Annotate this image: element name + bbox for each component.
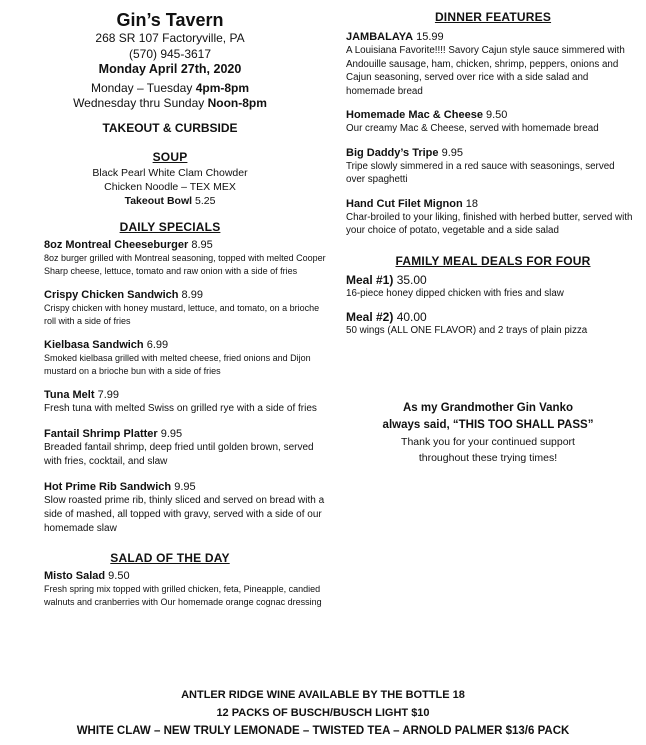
menu-item-description: Fresh tuna with melted Swiss on grilled rye with a side of fries xyxy=(44,403,317,414)
menu-item-price: 8.99 xyxy=(178,289,203,301)
menu-item-price: 7.99 xyxy=(94,389,119,401)
soup-section xyxy=(0,150,340,208)
menu-item-price: 9.95 xyxy=(171,481,196,493)
hours-mon-tue xyxy=(0,81,340,97)
quote-block xyxy=(340,400,646,466)
family-meal-heading: FAMILY MEAL DEALS FOR FOUR xyxy=(395,253,591,268)
dinner-features-section xyxy=(340,10,646,238)
menu-item-price: 6.99 xyxy=(143,339,169,351)
menu-item xyxy=(340,197,646,238)
menu-item-title xyxy=(346,146,634,160)
menu-item-title xyxy=(44,427,330,441)
menu-item xyxy=(340,273,646,301)
menu-item-price: 40.00 xyxy=(393,310,427,324)
footer-line-3: WHITE CLAW – NEW TRULY LEMONADE – TWISTED TEA – ARNOLD PALMER $13/6 PACK xyxy=(76,725,570,737)
menu-item-description: Slow roasted prime rib, thinly sliced and served on bread with a side of mashed, all topped with gravy, served with a side of our homemade slaw xyxy=(44,495,325,534)
menu-item-description: 8oz burger grilled with Montreal seasoning, topped with melted Cooper Sharp cheese, lettuce, tomato and raw onion with a side of fries xyxy=(44,253,326,276)
menu-item-name: JAMBALAYA xyxy=(346,31,414,43)
menu-item xyxy=(0,238,340,277)
daily-specials-heading: DAILY SPECIALS xyxy=(119,220,221,234)
menu-item-description: Tripe slowly simmered in a red sauce with seasonings, served over spaghetti xyxy=(346,160,615,185)
menu-item-price: 8.95 xyxy=(188,239,213,251)
menu-item-title xyxy=(44,480,330,494)
menu-item-description: Breaded fantail shrimp, deep fried until golden brown, served with fries, cocktail, and slaw xyxy=(44,442,314,467)
quote-line-1: As my Grandmother Gin Vanko xyxy=(403,401,573,414)
soup-line-1: Black Pearl White Clam Chowder xyxy=(92,167,248,179)
menu-item-title xyxy=(346,273,634,287)
menu-item xyxy=(0,480,340,536)
menu-item-name: Misto Salad xyxy=(44,570,106,582)
salad-heading: SALAD OF THE DAY xyxy=(110,551,230,565)
menu-item xyxy=(0,338,340,377)
menu-item xyxy=(340,310,646,338)
menu-item-title xyxy=(44,288,330,302)
menu-item-title xyxy=(346,108,634,122)
menu-item-title xyxy=(44,338,330,352)
menu-item-description: 16-piece honey dipped chicken with fries and slaw xyxy=(346,287,564,299)
menu-item xyxy=(340,108,646,136)
menu-item-name: Tuna Melt xyxy=(44,389,95,401)
menu-item-price: 18 xyxy=(462,197,478,210)
menu-item-title xyxy=(346,310,634,324)
menu-item-description: Crispy chicken with honey mustard, lettuce, and tomato, on a brioche roll with a side of fries xyxy=(44,303,320,326)
hours-wed-sun xyxy=(0,96,340,112)
quote-line-3: Thank you for your continued support xyxy=(401,435,575,448)
drinks-footer xyxy=(0,686,646,740)
menu-date: Monday April 27th, 2020 xyxy=(98,62,242,76)
menu-item-name: Crispy Chicken Sandwich xyxy=(44,289,179,301)
menu-item xyxy=(340,146,646,187)
hours-wed-sun-time: Noon-8pm xyxy=(207,96,267,110)
quote-line-4: throughout these trying times! xyxy=(418,451,558,464)
menu-item-title xyxy=(44,569,330,583)
restaurant-name: Gin’s Tavern xyxy=(116,10,224,30)
menu-item-description: A Louisiana Favorite!!!! Savory Cajun style sauce simmered with Andouille sausage, ham, chicken, shrimp, peppers, onions and Cajun seasoning, served over rice with a side salad and homemade bread xyxy=(346,45,625,97)
quote-line-2: always said, “THIS TOO SHALL PASS” xyxy=(382,418,594,431)
menu-item-description: 50 wings (ALL ONE FLAVOR) and 2 trays of plain pizza xyxy=(346,325,588,336)
salad-section xyxy=(0,551,340,608)
phone: (570) 945-3617 xyxy=(128,46,212,61)
menu-item-price: 9.95 xyxy=(157,428,183,440)
menu-item xyxy=(0,569,340,608)
menu-item xyxy=(0,427,340,469)
dinner-features-heading: DINNER FEATURES xyxy=(434,10,552,24)
family-meal-section xyxy=(340,254,646,338)
footer-line-2: 12 PACKS OF BUSCH/BUSCH LIGHT $10 xyxy=(216,707,430,719)
soup-bowl-label: Takeout Bowl xyxy=(124,195,193,207)
menu-item-name: Homemade Mac & Cheese xyxy=(346,109,483,121)
daily-specials-section xyxy=(0,220,340,536)
menu-item-name: Hot Prime Rib Sandwich xyxy=(44,481,172,493)
menu-item-name: Big Daddy’s Tripe xyxy=(346,146,439,159)
menu-item xyxy=(340,30,646,98)
menu-item-price: 15.99 xyxy=(413,31,444,43)
right-column xyxy=(340,0,646,466)
menu-item-name: Hand Cut Filet Mignon xyxy=(346,197,463,210)
menu-item-description: Smoked kielbasa grilled with melted cheese, fried onions and Dijon mustard on a brioche bun with a side of fries xyxy=(44,353,311,376)
soup-bowl-amount: 5.25 xyxy=(192,195,216,207)
hours-wed-sun-label: Wednesday thru Sunday xyxy=(73,96,208,110)
menu-item-price: 9.50 xyxy=(105,570,130,582)
soup-bowl-price xyxy=(0,194,340,208)
hours-mon-tue-label: Monday – Tuesday xyxy=(90,80,196,95)
menu-item-description: Our creamy Mac & Cheese, served with homemade bread xyxy=(346,123,599,134)
menu-item-price: 9.50 xyxy=(482,109,508,121)
menu-item-title xyxy=(44,388,330,402)
menu-item xyxy=(0,288,340,327)
restaurant-header xyxy=(0,10,340,136)
menu-item-title xyxy=(346,30,634,44)
menu-item-price: 35.00 xyxy=(393,272,427,287)
menu-item-description: Char-broiled to your liking, finished with herbed butter, served with your choice of potato, vegetable and a side salad xyxy=(346,211,633,236)
menu-item-name: 8oz Montreal Cheeseburger xyxy=(44,239,189,251)
menu-item-price: 9.95 xyxy=(438,146,463,159)
menu-item-title xyxy=(346,197,634,211)
menu-item-name: Fantail Shrimp Platter xyxy=(44,428,158,440)
footer-line-1: ANTLER RIDGE WINE AVAILABLE BY THE BOTTLE 18 xyxy=(181,689,465,701)
hours-mon-tue-time: 4pm-8pm xyxy=(195,80,250,95)
soup-line-2: Chicken Noodle – TEX MEX xyxy=(104,181,236,193)
menu-item-name: Kielbasa Sandwich xyxy=(44,339,144,351)
menu-item-name: Meal #2) xyxy=(346,310,394,324)
left-column xyxy=(0,0,340,608)
menu-item-title xyxy=(44,238,330,252)
address: 268 SR 107 Factoryville, PA xyxy=(95,31,245,45)
service-type: TAKEOUT & CURBSIDE xyxy=(102,120,238,135)
menu-item-name: Meal #1) xyxy=(346,272,394,287)
menu-item-description: Fresh spring mix topped with grilled chicken, feta, Pineapple, candied walnuts and cranberries with Our homemade orange cognac dressing xyxy=(44,584,322,607)
menu-item xyxy=(0,388,340,416)
soup-heading: SOUP xyxy=(152,150,188,164)
